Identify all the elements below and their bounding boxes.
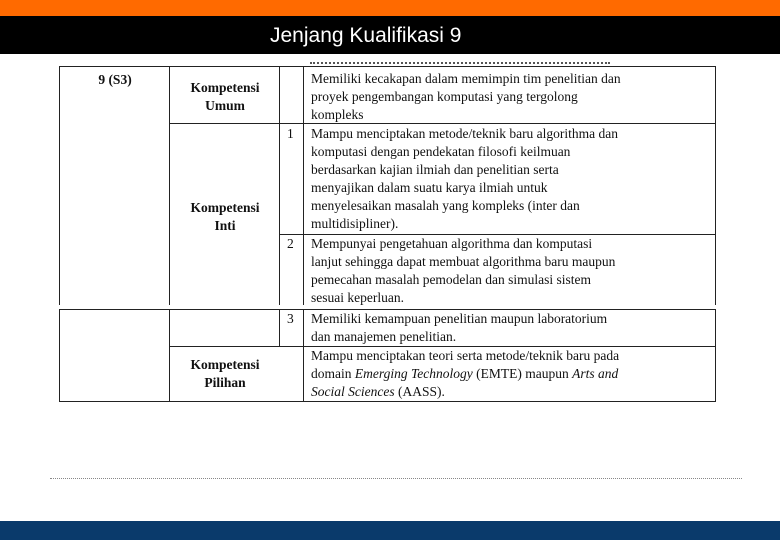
pilihan-label: Kompetensi Pilihan	[190, 357, 260, 390]
inti-label: Kompetensi Inti	[190, 200, 260, 233]
inti-item-number: 3	[287, 311, 294, 326]
level-label: 9 (S3)	[98, 72, 132, 87]
bottom-bar	[0, 521, 780, 540]
slide-title: Jenjang Kualifikasi 9	[270, 24, 462, 47]
top-accent-bar	[0, 0, 780, 16]
inti-item-number: 1	[287, 126, 294, 141]
inti-item-number: 2	[287, 236, 294, 251]
title-bar	[0, 16, 780, 54]
umum-label: Kompetensi Umum	[190, 80, 260, 113]
footer-divider	[50, 478, 742, 479]
